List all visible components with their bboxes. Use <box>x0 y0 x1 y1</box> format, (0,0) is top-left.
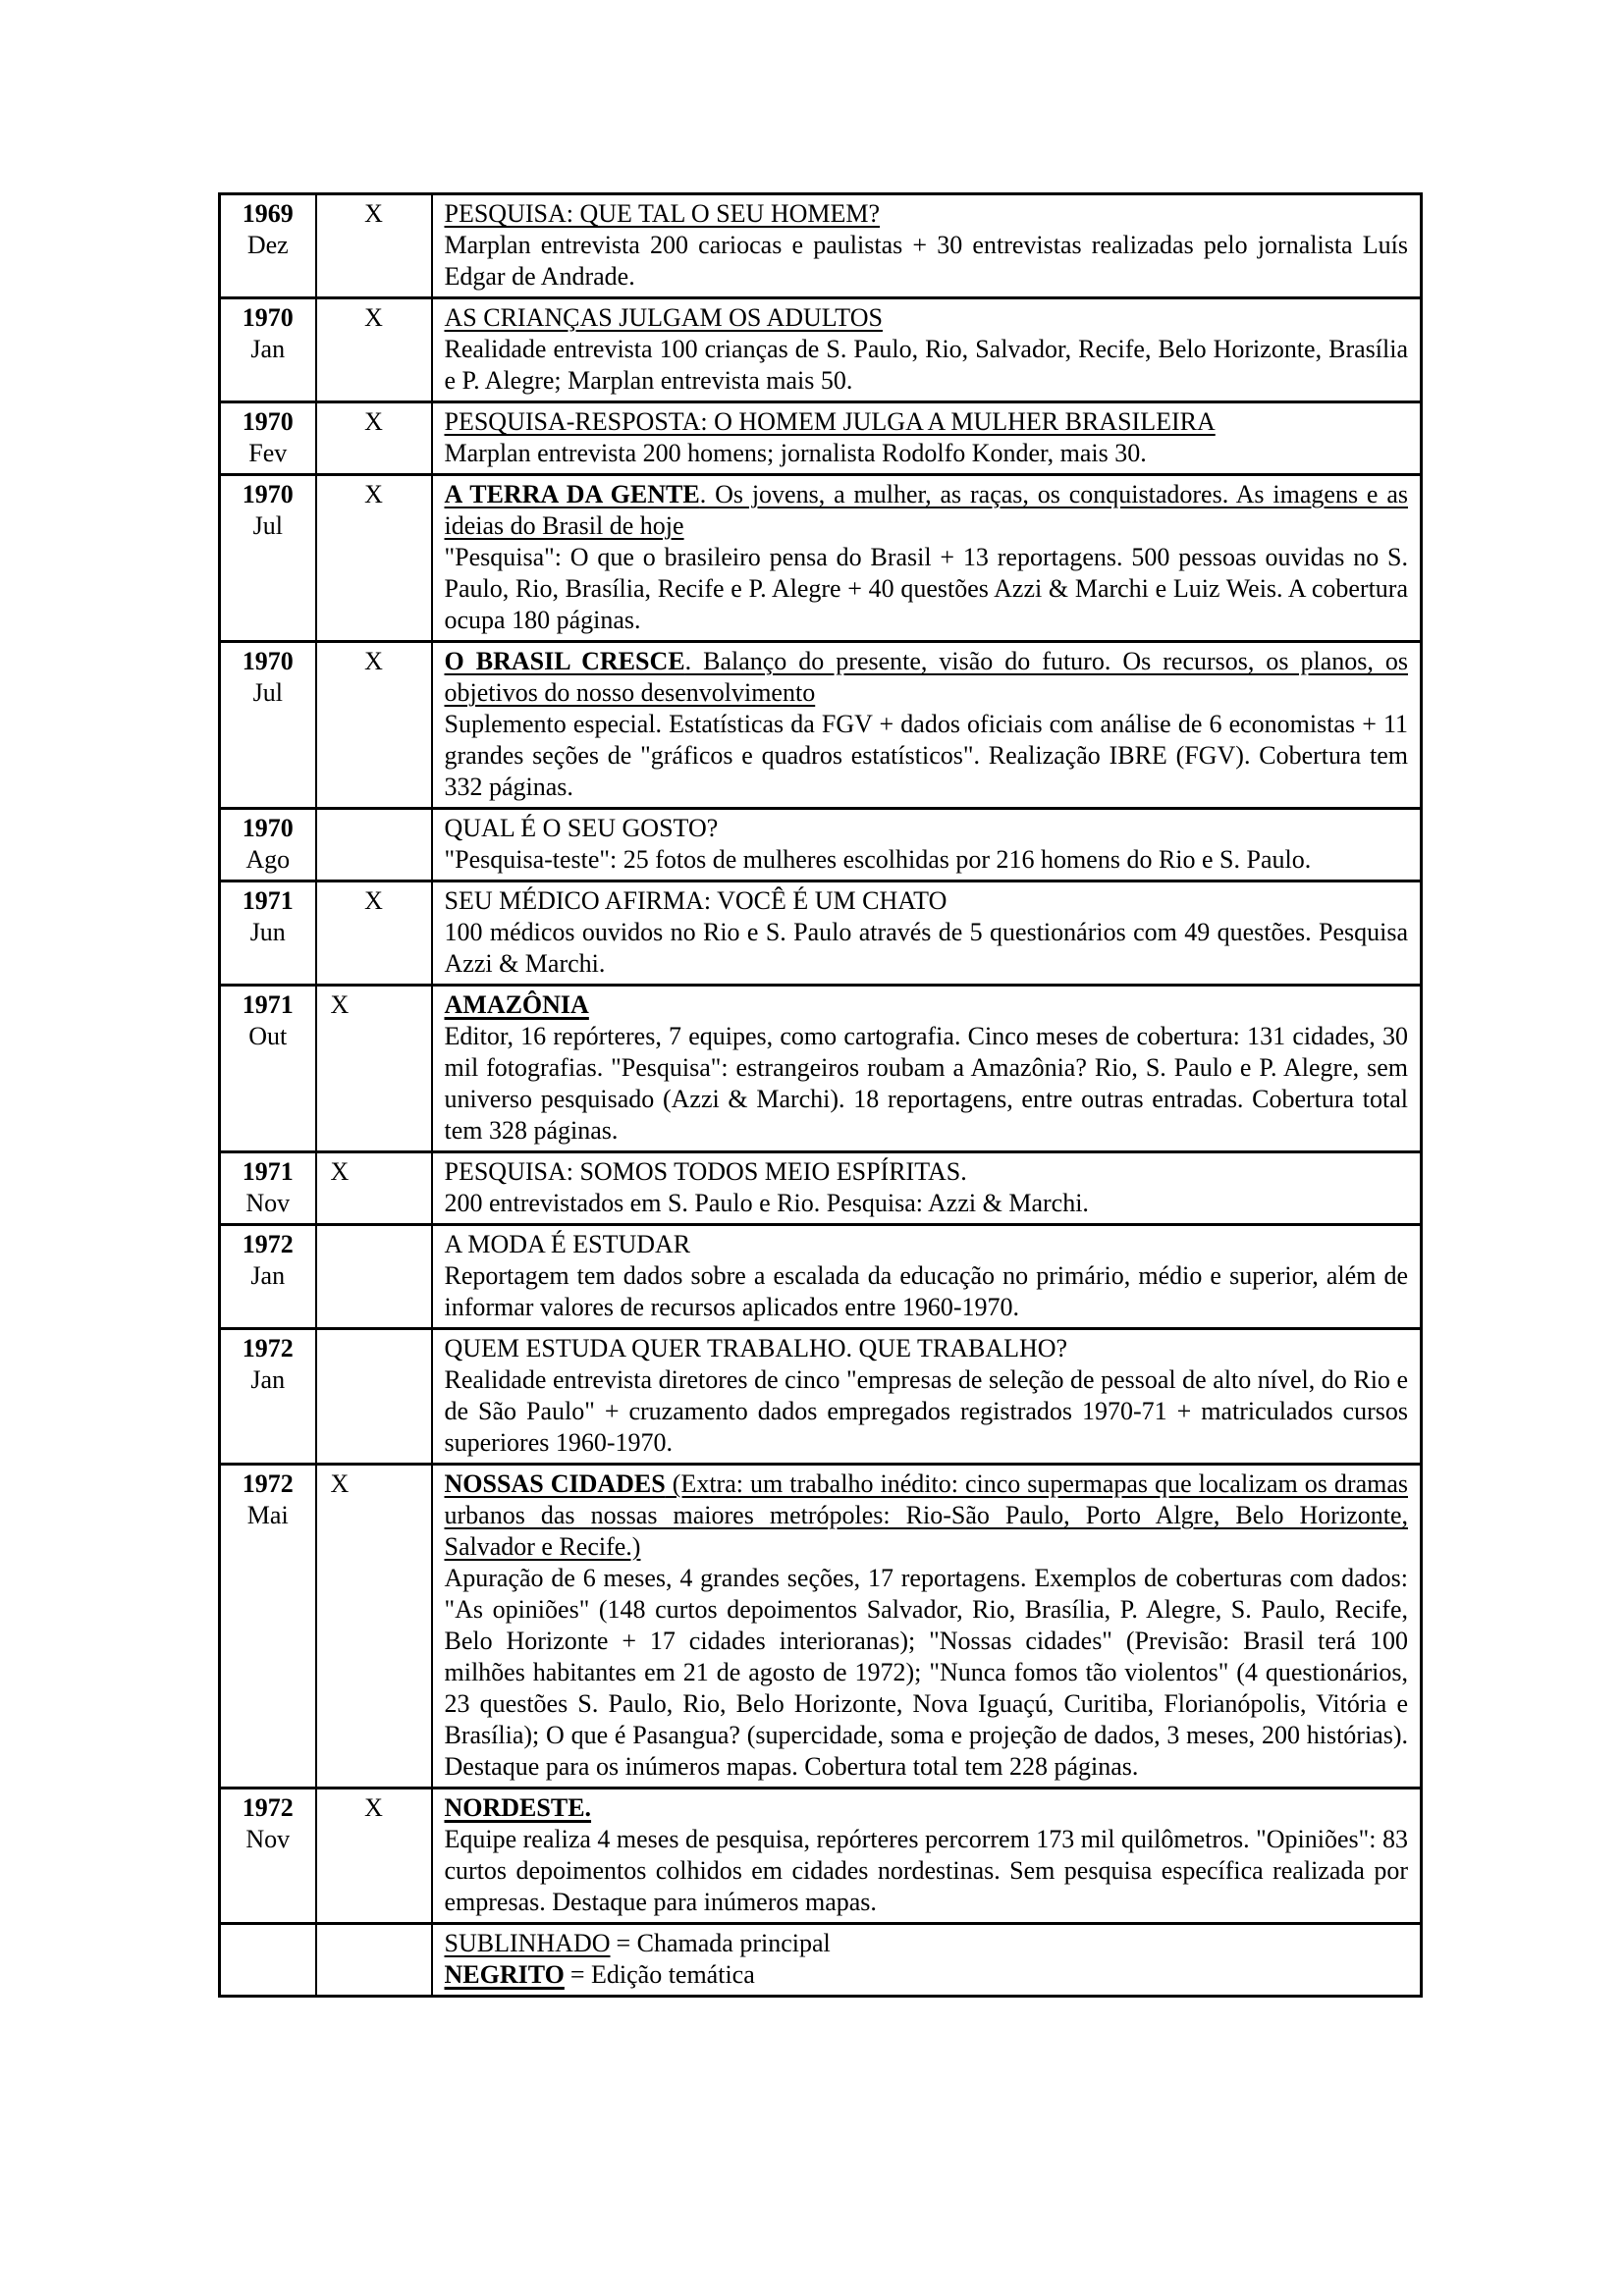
chronology-table <box>218 192 1423 1998</box>
table-row <box>220 475 1422 642</box>
table-row <box>220 881 1422 986</box>
entry-body: "Pesquisa": O que o brasileiro pensa do Brasil + 13 reportagens. 500 pessoas ouvidas no S. Paulo, Rio, Brasília, Recife e P. Alegre + 40 questões Azzi & Marchi e Luiz Weis. A cobertura ocupa 180 páginas. <box>444 543 1408 634</box>
year-label: 1971 <box>242 990 294 1019</box>
description-cell <box>432 1329 1422 1465</box>
month-label: Jan <box>250 1261 286 1290</box>
mark-cell <box>316 194 432 298</box>
entry-body: Editor, 16 repórteres, 7 equipes, como cartografia. Cinco meses de cobertura: 131 cidades, 30 mil fotografias. "Pesquisa": estrangeiros roubam a Amazônia? Rio, S. Paulo e P. Alegre, sem universo pesquisado (Azzi & Marchi). 18 reportagens, entre outras entradas. Cobertura total tem 328 páginas. <box>444 1022 1408 1145</box>
table-row <box>220 194 1422 298</box>
description-cell <box>432 986 1422 1152</box>
mark-x: X <box>364 647 383 675</box>
mark-x: X <box>364 199 383 228</box>
year-cell <box>220 1465 316 1789</box>
table-row <box>220 1465 1422 1789</box>
entry-body: 200 entrevistados em S. Paulo e Rio. Pesquisa: Azzi & Marchi. <box>444 1189 1089 1217</box>
mark-cell <box>316 1789 432 1924</box>
mark-x: X <box>330 1157 350 1186</box>
entry-title: AS CRIANÇAS JULGAM OS ADULTOS <box>444 303 883 332</box>
year-cell <box>220 642 316 809</box>
year-cell <box>220 475 316 642</box>
mark-cell <box>316 986 432 1152</box>
year-label: 1970 <box>242 303 294 332</box>
entry-title-lead: O BRASIL CRESCE <box>444 647 685 675</box>
year-label: 1970 <box>242 480 294 508</box>
mark-cell <box>316 402 432 475</box>
table-row <box>220 298 1422 402</box>
legend-cell <box>432 1924 1422 1997</box>
mark-cell <box>316 809 432 881</box>
entry-title: PESQUISA: QUE TAL O SEU HOMEM? <box>444 199 881 228</box>
month-label: Jul <box>252 511 283 540</box>
mark-cell <box>316 1924 432 1997</box>
legend-row <box>220 1924 1422 1997</box>
table-row <box>220 809 1422 881</box>
entry-title: QUEM ESTUDA QUER TRABALHO. QUE TRABALHO? <box>444 1334 1068 1362</box>
month-label: Mai <box>246 1501 289 1529</box>
mark-x: X <box>364 407 383 436</box>
description-cell <box>432 1225 1422 1329</box>
entry-body: Realidade entrevista diretores de cinco "empresas de seleção de pessoal de alto nível, do Rio e de São Paulo" + cruzamento dados empregados registrados 1970-71 + matriculados cursos superiores 1960-1970. <box>444 1365 1408 1457</box>
legend-line-sublinhado <box>445 1928 1409 1959</box>
mark-cell <box>316 642 432 809</box>
entry-title <box>445 989 1409 1021</box>
mark-cell <box>316 1225 432 1329</box>
year-cell <box>220 298 316 402</box>
legend-line-negrito <box>445 1959 1409 1991</box>
month-label: Out <box>248 1022 288 1050</box>
mark-cell <box>316 881 432 986</box>
month-label: Jan <box>250 1365 286 1394</box>
mark-cell <box>316 1329 432 1465</box>
table-row <box>220 986 1422 1152</box>
mark-cell <box>316 1152 432 1225</box>
description-cell <box>432 1789 1422 1924</box>
entry-title-rest: (Extra: um trabalho inédito: cinco supermapas que localizam os dramas urbanos das nossas maiores metrópoles: Rio-São Paulo, Porto Algre, Belo Horizonte, Salvador e Recife.) <box>444 1469 1408 1561</box>
entry-title: QUAL É O SEU GOSTO? <box>444 814 719 842</box>
mark-cell <box>316 475 432 642</box>
mark-x: X <box>364 886 383 915</box>
month-label: Dez <box>246 231 289 259</box>
mark-cell <box>316 298 432 402</box>
entry-body: Marplan entrevista 200 cariocas e paulistas + 30 entrevistas realizadas pelo jornalista Luís Edgar de Andrade. <box>444 231 1408 291</box>
entry-title <box>445 1468 1409 1563</box>
year-label: 1971 <box>242 1157 294 1186</box>
description-cell <box>432 642 1422 809</box>
table-row <box>220 1225 1422 1329</box>
description-cell <box>432 1152 1422 1225</box>
year-cell <box>220 809 316 881</box>
entry-title <box>445 646 1409 709</box>
entry-title <box>445 479 1409 542</box>
entry-title-lead: NOSSAS CIDADES <box>444 1469 666 1498</box>
year-label: 1972 <box>242 1469 294 1498</box>
entry-body: Suplemento especial. Estatísticas da FGV + dados oficiais com análise de 6 economistas + 11 grandes seções de "gráficos e quadros estatísticos". Realização IBRE (FGV). Cobertura tem 332 páginas. <box>444 710 1408 801</box>
entry-body: Marplan entrevista 200 homens; jornalista Rodolfo Konder, mais 30. <box>444 439 1147 467</box>
year-label: 1971 <box>242 886 294 915</box>
entry-title: PESQUISA: SOMOS TODOS MEIO ESPÍRITAS. <box>444 1157 967 1186</box>
month-label: Nov <box>245 1189 291 1217</box>
entry-body: 100 médicos ouvidos no Rio e S. Paulo através de 5 questionários com 49 questões. Pesquisa Azzi & Marchi. <box>444 918 1408 978</box>
year-label: 1970 <box>242 407 294 436</box>
year-cell <box>220 1789 316 1924</box>
entry-title-rest: . Os jovens, a mulher, as raças, os conquistadores. As imagens e as ideias do Brasil de hoje <box>444 480 1408 540</box>
mark-x: X <box>330 990 350 1019</box>
entry-title: A MODA É ESTUDAR <box>444 1230 691 1258</box>
description-cell <box>432 881 1422 986</box>
description-cell <box>432 475 1422 642</box>
mark-cell <box>316 1465 432 1789</box>
table-row <box>220 1329 1422 1465</box>
entry-body: Realidade entrevista 100 crianças de S. Paulo, Rio, Salvador, Recife, Belo Horizonte, Brasília e P. Alegre; Marplan entrevista mais 50. <box>444 335 1408 395</box>
year-label: 1970 <box>242 814 294 842</box>
entry-body: "Pesquisa-teste": 25 fotos de mulheres escolhidas por 216 homens do Rio e S. Paulo. <box>444 845 1312 874</box>
legend-term-negrito: NEGRITO <box>444 1960 565 1989</box>
year-cell <box>220 1152 316 1225</box>
table-row <box>220 1789 1422 1924</box>
month-label: Nov <box>245 1825 291 1853</box>
year-label: 1972 <box>242 1230 294 1258</box>
legend-definition: = Edição temática <box>569 1960 755 1989</box>
description-cell <box>432 1465 1422 1789</box>
entry-body: Apuração de 6 meses, 4 grandes seções, 17 reportagens. Exemplos de coberturas com dados: "As opiniões" (148 curtos depoimentos Salvador, Rio, Brasília, P. Alegre, S. Paulo, Recife, Belo Horizonte + 17 cidades interioranas); "Nossas cidades" (Previsão: Brasil terá 100 milhões habitantes em 21 de agosto de 1972); "Nunca fomos tão violentos" (4 questionários, 23 questões S. Paulo, Rio, Belo Horizonte, Nova Iguaçú, Curitiba, Florianópolis, Vitória e Brasília); O que é Pasangua? (supercidade, soma e projeção de dados, 3 meses, 200 histórias). Destaque para os inúmeros mapas. Cobertura total tem 228 páginas. <box>444 1564 1408 1781</box>
month-label: Jun <box>249 918 286 946</box>
year-label: 1970 <box>242 647 294 675</box>
month-label: Fev <box>248 439 288 467</box>
entry-title-lead: A TERRA DA GENTE <box>444 480 700 508</box>
entry-title-lead: AMAZÔNIA <box>444 990 589 1019</box>
month-label: Jul <box>252 678 283 707</box>
year-cell <box>220 1225 316 1329</box>
year-cell <box>220 194 316 298</box>
year-cell <box>220 1924 316 1997</box>
description-cell <box>432 298 1422 402</box>
table-row <box>220 1152 1422 1225</box>
description-cell <box>432 194 1422 298</box>
mark-x: X <box>364 303 383 332</box>
entry-title-lead: NORDESTE. <box>444 1793 592 1822</box>
entry-title <box>445 1792 1409 1824</box>
entry-title-rest: . Balanço do presente, visão do futuro. Os recursos, os planos, os objetivos do nosso desenvolvimento <box>444 647 1409 707</box>
legend-term-sublinhado: SUBLINHADO <box>444 1929 611 1957</box>
year-label: 1972 <box>242 1793 294 1822</box>
legend-definition: = Chamada principal <box>616 1929 831 1957</box>
month-label: Jan <box>250 335 286 363</box>
description-cell <box>432 402 1422 475</box>
mark-x: X <box>364 1793 383 1822</box>
year-label: 1969 <box>242 199 294 228</box>
mark-x: X <box>364 480 383 508</box>
entry-title: PESQUISA-RESPOSTA: O HOMEM JULGA A MULHER BRASILEIRA <box>444 407 1216 436</box>
year-cell <box>220 1329 316 1465</box>
table-row <box>220 642 1422 809</box>
entry-body: Equipe realiza 4 meses de pesquisa, repórteres percorrem 173 mil quilômetros. "Opiniões": 83 curtos depoimentos colhidos em cidades nordestinas. Sem pesquisa específica realizada por empresas. Destaque para inúmeros mapas. <box>444 1825 1408 1916</box>
entry-body: Reportagem tem dados sobre a escalada da educação no primário, médio e superior, além de informar valores de recursos aplicados entre 1960-1970. <box>444 1261 1408 1321</box>
year-cell <box>220 402 316 475</box>
entry-title: SEU MÉDICO AFIRMA: VOCÊ É UM CHATO <box>444 886 947 915</box>
year-cell <box>220 986 316 1152</box>
table-row <box>220 402 1422 475</box>
mark-x: X <box>330 1469 350 1498</box>
year-cell <box>220 881 316 986</box>
description-cell <box>432 809 1422 881</box>
month-label: Ago <box>245 845 291 874</box>
year-label: 1972 <box>242 1334 294 1362</box>
